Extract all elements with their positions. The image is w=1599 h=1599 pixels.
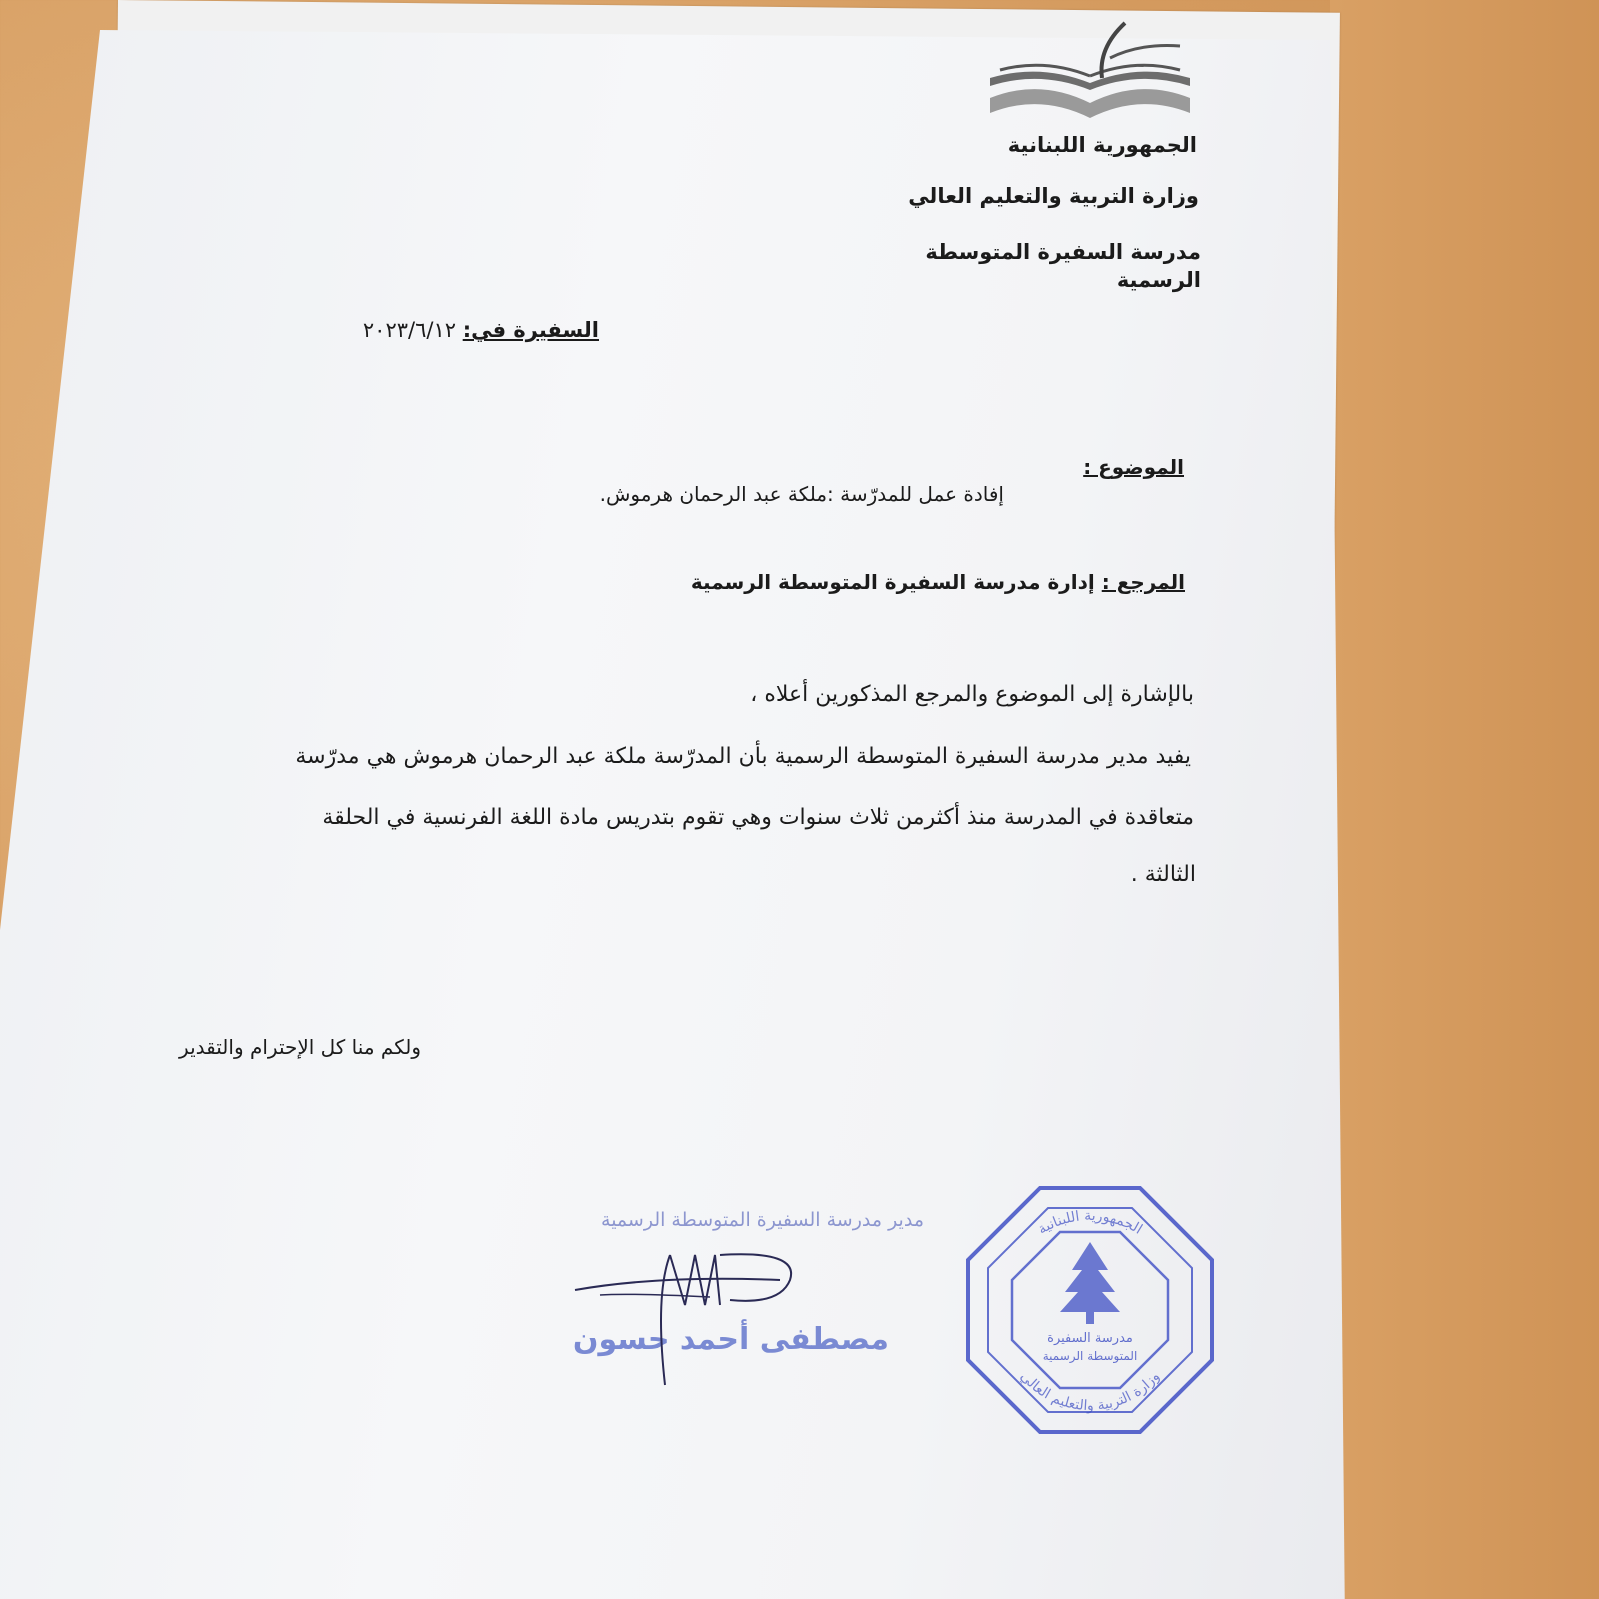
svg-text:مدرسة السفيرة: مدرسة السفيرة: [1047, 1331, 1133, 1346]
letterhead-country: الجمهورية اللبنانية: [1007, 133, 1197, 157]
date-label: السفيرة في:: [462, 318, 599, 342]
handwritten-signature: [570, 1235, 830, 1405]
svg-text:المتوسطة الرسمية: المتوسطة الرسمية: [1042, 1349, 1138, 1363]
subject-row: [1083, 455, 1184, 479]
signature-name: مصطفى أحمد حسون: [572, 1322, 889, 1357]
cedar-tree-icon: [1060, 1242, 1120, 1324]
closing-line: ولكم منا كل الإحترام والتقدير: [179, 1035, 421, 1059]
body-line-2: يفيد مدير مدرسة السفيرة المتوسطة الرسمية بأن المدرّسة ملكة عبد الرحمان هرموش هي مدرّسة: [295, 744, 1191, 769]
subject-text: إفادة عمل للمدرّسة :ملكة عبد الرحمان هرموش.: [599, 482, 1004, 506]
svg-text:الجمهورية اللبنانية: الجمهورية اللبنانية: [1035, 1207, 1145, 1238]
body-line-4: الثالثة .: [1130, 862, 1196, 887]
reference-label: المرجع :: [1101, 570, 1185, 594]
svg-text:وزارة التربية والتعليم العالي: وزارة التربية والتعليم العالي: [1016, 1368, 1163, 1415]
date-value: ٢٠٢٣/٦/١٢: [362, 318, 456, 342]
body-line-1: بالإشارة إلى الموضوع والمرجع المذكورين أعلاه ،: [750, 682, 1194, 707]
reference-row: [691, 570, 1185, 594]
date-row: [363, 318, 599, 342]
body-line-3: متعاقدة في المدرسة منذ أكثرمن ثلاث سنوات وهي تقوم بتدريس مادة اللغة الفرنسية في الحلقة: [322, 805, 1194, 830]
reference-text: إدارة مدرسة السفيرة المتوسطة الرسمية: [690, 570, 1095, 594]
letterhead-school: مدرسة السفيرة المتوسطة الرسمية: [925, 240, 1201, 292]
signature-title: مدير مدرسة السفيرة المتوسطة الرسمية: [601, 1209, 924, 1231]
letterhead-ministry: وزارة التربية والتعليم العالي: [908, 184, 1199, 208]
official-stamp: [960, 1180, 1220, 1440]
subject-label: الموضوع :: [1083, 455, 1184, 479]
ministry-book-logo-icon: [990, 18, 1190, 138]
